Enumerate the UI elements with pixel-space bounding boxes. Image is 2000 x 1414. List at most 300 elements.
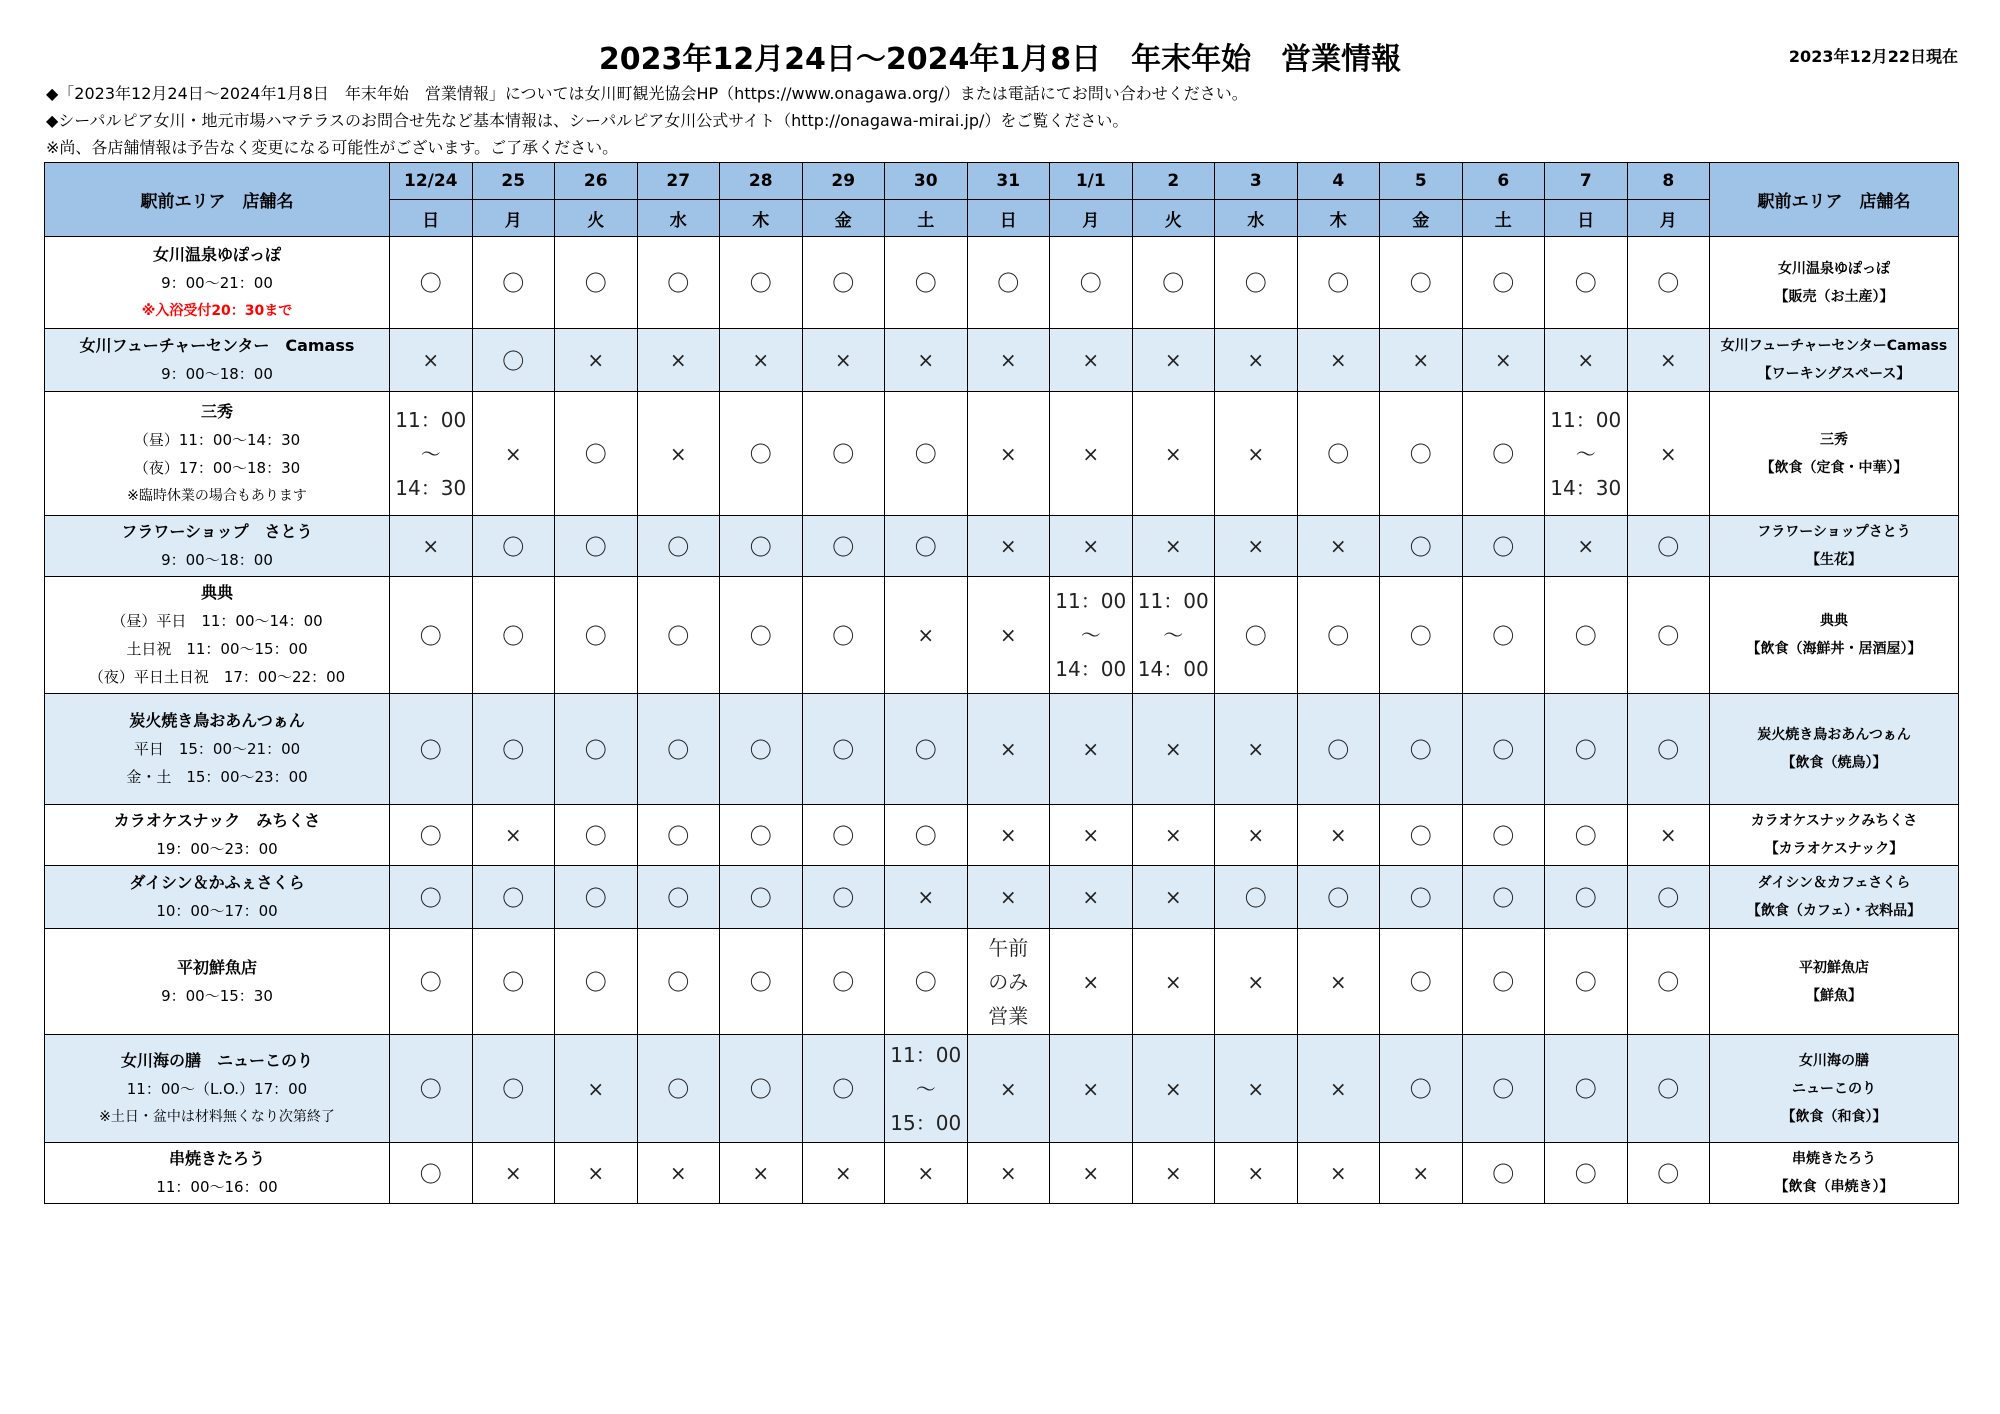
status-cell xyxy=(1545,329,1628,392)
status-value: × xyxy=(1329,969,1347,994)
header-weekday: 月 xyxy=(1050,200,1133,237)
status-value: 〇 xyxy=(832,738,855,764)
status-value: 〇 xyxy=(502,738,525,764)
status-value: × xyxy=(422,348,440,372)
status-value: × xyxy=(1577,348,1595,372)
status-cell xyxy=(637,1143,720,1204)
status-cell xyxy=(885,329,968,392)
status-cell xyxy=(1380,577,1463,694)
store-name-cell xyxy=(45,329,390,392)
header-weekday: 土 xyxy=(885,200,968,237)
note-line: ◆「2023年12月24日～2024年1月8日 年末年始 営業情報」については女川町観光協会HP（https://www.onagawa.org/）または電話にてお問い合わせください。 xyxy=(46,84,1248,103)
status-value: × xyxy=(1082,348,1100,372)
status-cell xyxy=(1627,516,1710,577)
status-cell xyxy=(1215,516,1298,577)
status-value: × xyxy=(1164,348,1182,372)
status-value: 〇 xyxy=(1492,624,1515,650)
status-cell xyxy=(1462,516,1545,577)
status-value: 〇 xyxy=(584,971,607,996)
status-value: 〇 xyxy=(914,824,937,850)
status-value: 〇 xyxy=(749,824,772,850)
status-cell xyxy=(637,929,720,1035)
status-cell xyxy=(1050,237,1133,329)
status-value: 〇 xyxy=(1244,272,1267,297)
store-name: ダイシン＆かふぇさくら xyxy=(129,873,305,892)
header-date: 4 xyxy=(1297,163,1380,200)
status-value: 〇 xyxy=(749,971,772,996)
status-cell xyxy=(1380,392,1463,516)
status-value: × xyxy=(999,737,1017,761)
status-cell xyxy=(1627,392,1710,516)
status-cell xyxy=(1462,866,1545,929)
status-cell xyxy=(1215,1035,1298,1143)
status-cell xyxy=(802,866,885,929)
status-value: 〇 xyxy=(419,738,442,764)
status-value: × xyxy=(999,823,1017,847)
status-cell xyxy=(555,866,638,929)
status-cell xyxy=(555,1035,638,1143)
status-cell xyxy=(1215,577,1298,694)
status-value: × xyxy=(1659,823,1677,847)
status-cell xyxy=(1297,329,1380,392)
status-cell xyxy=(390,929,473,1035)
status-value: 〇 xyxy=(749,272,772,297)
status-cell xyxy=(1132,516,1215,577)
status-cell xyxy=(1627,1143,1710,1204)
status-cell xyxy=(885,929,968,1035)
status-value: × xyxy=(669,1161,687,1185)
table-row xyxy=(45,694,1959,805)
status-value: × xyxy=(1329,534,1347,558)
status-cell xyxy=(1627,237,1710,329)
store-category-cell xyxy=(1710,392,1959,516)
store-name-cell xyxy=(45,516,390,577)
status-cell xyxy=(1545,805,1628,866)
status-value: 11：00 ～ 14：00 xyxy=(1055,589,1127,681)
status-cell xyxy=(1050,694,1133,805)
store-hours: 9：00～15：30 xyxy=(161,986,273,1005)
status-value: 〇 xyxy=(667,1078,690,1103)
status-value: 〇 xyxy=(1492,1078,1515,1103)
status-value: × xyxy=(1247,1076,1265,1101)
status-value: 〇 xyxy=(419,1078,442,1103)
status-value: × xyxy=(1164,969,1182,994)
status-value: 〇 xyxy=(419,886,442,912)
status-value: 〇 xyxy=(1574,886,1597,912)
status-value: × xyxy=(917,348,935,372)
store-hours: 11：00～（L.O.）17：00 xyxy=(126,1079,308,1098)
status-cell xyxy=(802,392,885,516)
status-cell xyxy=(720,929,803,1035)
status-value: 〇 xyxy=(584,443,607,468)
status-value: 〇 xyxy=(1327,272,1350,297)
header-weekday: 木 xyxy=(1297,200,1380,237)
status-cell xyxy=(1627,929,1710,1035)
status-cell xyxy=(885,1143,968,1204)
status-cell xyxy=(720,805,803,866)
status-value: × xyxy=(422,534,440,558)
as-of-date: 2023年12月22日現在 xyxy=(1788,47,1958,66)
status-cell xyxy=(1215,805,1298,866)
table-row xyxy=(45,577,1959,694)
header-weekday: 月 xyxy=(472,200,555,237)
status-value: 〇 xyxy=(584,886,607,912)
status-value: × xyxy=(1164,885,1182,909)
status-value: × xyxy=(504,1161,522,1185)
status-cell xyxy=(472,516,555,577)
status-cell xyxy=(1462,929,1545,1035)
status-value: × xyxy=(1494,348,1512,372)
status-value: × xyxy=(1082,737,1100,761)
store-name-right: 平初鮮魚店 xyxy=(1799,959,1869,976)
store-category-cell xyxy=(1710,929,1959,1035)
status-value: 〇 xyxy=(1079,272,1102,297)
store-name: フラワーショップ さとう xyxy=(121,522,313,541)
status-cell xyxy=(472,929,555,1035)
status-value: 〇 xyxy=(1574,1078,1597,1103)
status-cell xyxy=(472,329,555,392)
status-cell xyxy=(390,392,473,516)
status-cell xyxy=(1132,694,1215,805)
store-category-cell xyxy=(1710,516,1959,577)
status-cell xyxy=(390,516,473,577)
status-value: × xyxy=(1082,534,1100,558)
status-cell xyxy=(1380,329,1463,392)
status-cell xyxy=(1132,929,1215,1035)
status-cell xyxy=(1050,577,1133,694)
store-note: ※入浴受付20：30まで xyxy=(141,302,293,319)
status-value: 〇 xyxy=(1409,738,1432,764)
status-value: × xyxy=(1247,441,1265,466)
status-cell xyxy=(967,1143,1050,1204)
status-cell xyxy=(885,516,968,577)
status-cell xyxy=(555,237,638,329)
status-value: 〇 xyxy=(832,824,855,850)
status-cell xyxy=(390,866,473,929)
status-cell xyxy=(720,237,803,329)
status-value: 〇 xyxy=(749,886,772,912)
status-cell xyxy=(1545,392,1628,516)
status-value: × xyxy=(669,441,687,466)
status-value: 〇 xyxy=(1657,272,1680,297)
store-category: 【飲食（カフェ）・衣料品】 xyxy=(1746,903,1922,919)
store-category: 【飲食（定食・中華）】 xyxy=(1760,459,1908,476)
store-category-cell xyxy=(1710,866,1959,929)
status-value: × xyxy=(504,823,522,847)
status-value: 〇 xyxy=(667,738,690,764)
status-cell xyxy=(1380,694,1463,805)
status-value: × xyxy=(834,1161,852,1185)
store-name-right: 串焼きたろう xyxy=(1792,1151,1876,1167)
status-value: × xyxy=(1329,823,1347,847)
store-name-cell xyxy=(45,577,390,694)
store-name-right: カラオケスナックみちくさ xyxy=(1750,813,1918,829)
status-cell xyxy=(885,237,968,329)
status-value: 〇 xyxy=(584,272,607,297)
status-cell xyxy=(967,694,1050,805)
status-cell xyxy=(1050,866,1133,929)
header-weekday: 火 xyxy=(1132,200,1215,237)
status-value: × xyxy=(1247,534,1265,558)
status-cell xyxy=(1050,1143,1133,1204)
status-cell xyxy=(1462,694,1545,805)
status-cell xyxy=(1132,1143,1215,1204)
store-name: 女川フューチャーセンター Camass xyxy=(79,336,355,355)
status-cell xyxy=(802,329,885,392)
status-value: 11：00 ～ 14：30 xyxy=(1550,407,1622,500)
status-cell xyxy=(390,1035,473,1143)
status-cell xyxy=(1627,577,1710,694)
status-value: 〇 xyxy=(1574,971,1597,996)
status-cell xyxy=(1297,1143,1380,1204)
store-name-cell xyxy=(45,1143,390,1204)
status-value: × xyxy=(1082,823,1100,847)
status-value: × xyxy=(999,534,1017,558)
status-value: 〇 xyxy=(667,971,690,996)
header-date: 8 xyxy=(1627,163,1710,200)
status-value: 〇 xyxy=(419,272,442,297)
status-cell xyxy=(555,516,638,577)
header-right-label: 駅前エリア 店舗名 xyxy=(1710,163,1959,237)
status-cell xyxy=(1215,694,1298,805)
status-cell xyxy=(637,516,720,577)
status-value: 〇 xyxy=(1492,738,1515,764)
status-value: 〇 xyxy=(1657,886,1680,912)
header-date: 25 xyxy=(472,163,555,200)
status-value: × xyxy=(1247,737,1265,761)
status-value: 〇 xyxy=(1657,738,1680,764)
status-cell xyxy=(885,1035,968,1143)
status-value: 〇 xyxy=(914,272,937,297)
status-value: 〇 xyxy=(832,1078,855,1103)
status-value: 〇 xyxy=(667,272,690,297)
status-cell xyxy=(1297,516,1380,577)
status-value: × xyxy=(999,623,1017,647)
store-name: 平初鮮魚店 xyxy=(176,957,257,977)
status-cell xyxy=(1545,577,1628,694)
status-cell xyxy=(637,577,720,694)
status-value: × xyxy=(1659,441,1677,466)
status-value: × xyxy=(1659,348,1677,372)
status-cell xyxy=(1545,516,1628,577)
status-value: 〇 xyxy=(1492,272,1515,297)
status-cell xyxy=(1627,329,1710,392)
status-value: × xyxy=(917,623,935,647)
status-value: 〇 xyxy=(1657,971,1680,996)
status-cell xyxy=(720,1143,803,1204)
status-value: 〇 xyxy=(1492,971,1515,996)
header-left-label: 駅前エリア 店舗名 xyxy=(45,163,390,237)
status-cell xyxy=(1380,866,1463,929)
status-value: 〇 xyxy=(1409,971,1432,996)
notes xyxy=(46,80,1248,161)
status-value: 〇 xyxy=(1327,886,1350,912)
header-date: 1/1 xyxy=(1050,163,1133,200)
status-cell xyxy=(967,577,1050,694)
status-cell xyxy=(720,329,803,392)
store-note: ※臨時休業の場合もあります xyxy=(127,487,307,504)
header-weekday: 日 xyxy=(967,200,1050,237)
header-date: 6 xyxy=(1462,163,1545,200)
status-value: 〇 xyxy=(749,443,772,468)
status-value: × xyxy=(1164,1161,1182,1185)
status-value: 〇 xyxy=(1244,624,1267,650)
table-row xyxy=(45,929,1959,1035)
status-value: × xyxy=(587,348,605,372)
status-value: 〇 xyxy=(1574,272,1597,297)
status-cell xyxy=(967,929,1050,1035)
store-category-cell xyxy=(1710,1143,1959,1204)
header-date: 31 xyxy=(967,163,1050,200)
store-name-right: ダイシン＆カフェさくら xyxy=(1757,875,1911,891)
status-value: × xyxy=(1164,534,1182,558)
table-row xyxy=(45,866,1959,929)
status-cell xyxy=(1297,805,1380,866)
store-category: 【飲食（串焼き）】 xyxy=(1774,1179,1894,1195)
header-weekday: 日 xyxy=(390,200,473,237)
status-value: 〇 xyxy=(667,535,690,561)
status-value: 〇 xyxy=(1162,272,1185,297)
header-weekday: 月 xyxy=(1627,200,1710,237)
store-category: 【飲食（焼鳥）】 xyxy=(1781,755,1887,771)
status-cell xyxy=(1545,237,1628,329)
status-cell xyxy=(555,805,638,866)
status-value: 〇 xyxy=(419,1162,442,1188)
store-name: 女川温泉ゆぽっぽ xyxy=(152,244,281,264)
status-cell xyxy=(1132,866,1215,929)
header-date: 28 xyxy=(720,163,803,200)
status-cell xyxy=(1627,694,1710,805)
status-cell xyxy=(1545,866,1628,929)
note-line: ※尚、各店舗情報は予告なく変更になる可能性がございます。ご了承ください。 xyxy=(46,138,619,157)
status-value: 〇 xyxy=(1492,1162,1515,1188)
status-value: 〇 xyxy=(1409,535,1432,561)
status-value: 〇 xyxy=(1409,1078,1432,1103)
store-name-cell xyxy=(45,694,390,805)
status-value: × xyxy=(1247,348,1265,372)
status-cell xyxy=(1050,929,1133,1035)
status-value: 〇 xyxy=(419,624,442,650)
status-value: × xyxy=(1082,1161,1100,1185)
status-value: 〇 xyxy=(1657,535,1680,561)
store-name: 炭火焼き鳥おあんつぁん xyxy=(129,711,305,730)
status-value: 〇 xyxy=(667,824,690,850)
status-value: 〇 xyxy=(832,443,855,468)
page-title: 2023年12月24日～2024年1月8日 年末年始 営業情報 xyxy=(598,42,1402,77)
status-cell xyxy=(1297,392,1380,516)
status-value: 〇 xyxy=(832,886,855,912)
status-value: 〇 xyxy=(1657,1162,1680,1188)
status-value: 午前 のみ 営業 xyxy=(988,935,1029,1028)
status-value: 〇 xyxy=(914,443,937,468)
status-cell xyxy=(1215,929,1298,1035)
table-row xyxy=(45,1035,1959,1143)
status-cell xyxy=(555,577,638,694)
status-value: × xyxy=(999,1076,1017,1101)
status-cell xyxy=(885,866,968,929)
status-cell xyxy=(967,805,1050,866)
status-value: 〇 xyxy=(1244,886,1267,912)
status-value: 〇 xyxy=(832,272,855,297)
table-row xyxy=(45,392,1959,516)
status-cell xyxy=(472,392,555,516)
status-value: 〇 xyxy=(584,824,607,850)
status-cell xyxy=(1215,866,1298,929)
store-category-cell xyxy=(1710,577,1959,694)
status-value: × xyxy=(587,1076,605,1101)
status-cell xyxy=(637,805,720,866)
status-cell xyxy=(967,866,1050,929)
status-cell xyxy=(1545,929,1628,1035)
status-cell xyxy=(390,577,473,694)
status-cell xyxy=(1380,516,1463,577)
status-cell xyxy=(472,237,555,329)
status-cell xyxy=(1297,694,1380,805)
status-cell xyxy=(1215,237,1298,329)
store-hours: 平日 15：00～21：00 xyxy=(133,740,301,758)
status-value: 〇 xyxy=(502,886,525,912)
store-hours: （夜）17：00～18：30 xyxy=(133,458,301,477)
status-value: × xyxy=(834,348,852,372)
status-cell xyxy=(1297,1035,1380,1143)
store-category: 【鮮魚】 xyxy=(1806,987,1862,1004)
status-cell xyxy=(1050,329,1133,392)
status-cell xyxy=(1380,929,1463,1035)
status-cell xyxy=(555,694,638,805)
store-name-right: 女川海の膳 xyxy=(1799,1052,1869,1069)
status-cell xyxy=(637,329,720,392)
store-category-cell xyxy=(1710,329,1959,392)
status-cell xyxy=(637,694,720,805)
store-hours: （昼）平日 11：00～14：00 xyxy=(111,612,323,630)
status-cell xyxy=(1380,1143,1463,1204)
status-cell xyxy=(967,329,1050,392)
status-cell xyxy=(637,237,720,329)
header-weekday: 日 xyxy=(1545,200,1628,237)
status-cell xyxy=(637,866,720,929)
header-weekday: 土 xyxy=(1462,200,1545,237)
status-value: 11：00 ～ 14：00 xyxy=(1137,589,1209,681)
status-cell xyxy=(720,694,803,805)
store-name: 三秀 xyxy=(200,401,233,421)
store-name-cell xyxy=(45,237,390,329)
store-name: 串焼きたろう xyxy=(168,1149,265,1168)
status-cell xyxy=(1380,805,1463,866)
status-cell xyxy=(390,805,473,866)
status-value: × xyxy=(1329,348,1347,372)
status-value: 〇 xyxy=(584,535,607,561)
store-hours: （昼）11：00～14：30 xyxy=(133,430,301,449)
status-cell xyxy=(1627,1035,1710,1143)
status-cell xyxy=(967,237,1050,329)
status-value: 〇 xyxy=(1657,1078,1680,1103)
status-cell xyxy=(802,929,885,1035)
status-value: × xyxy=(504,441,522,466)
status-value: × xyxy=(999,348,1017,372)
status-cell xyxy=(472,694,555,805)
status-value: 〇 xyxy=(1492,824,1515,850)
status-value: 〇 xyxy=(1492,886,1515,912)
status-cell xyxy=(390,237,473,329)
status-value: 〇 xyxy=(832,535,855,561)
status-value: × xyxy=(752,1161,770,1185)
status-cell xyxy=(390,694,473,805)
header-date: 12/24 xyxy=(390,163,473,200)
table-row xyxy=(45,1143,1959,1204)
store-category: 【生花】 xyxy=(1806,552,1862,568)
status-value: × xyxy=(1329,1076,1347,1101)
schedule-table xyxy=(44,162,1959,1204)
